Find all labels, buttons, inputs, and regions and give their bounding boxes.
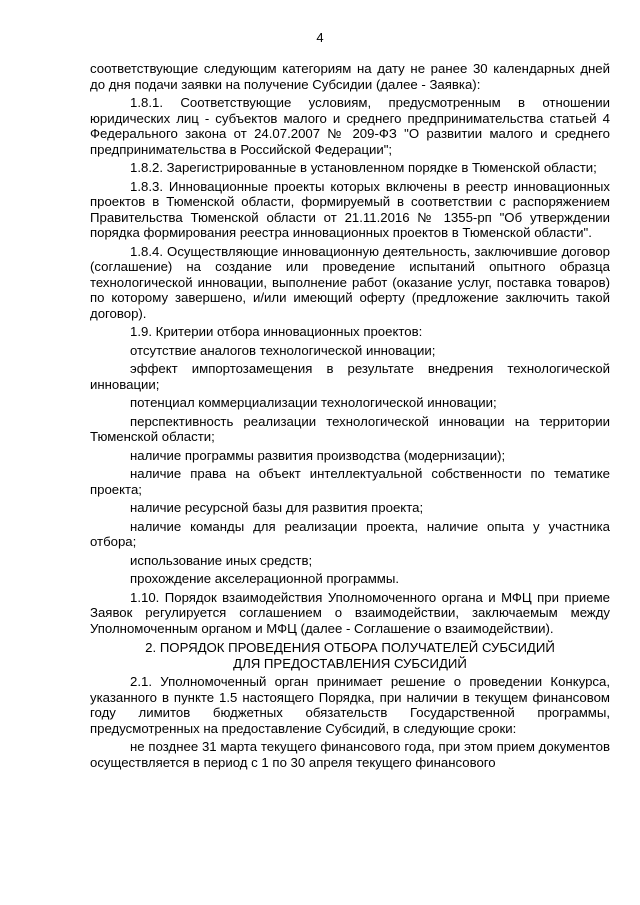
criteria-item: наличие программы развития производства (модернизации); [130, 447, 506, 463]
criteria-item: прохождение акселерационной программы. [130, 571, 399, 586]
paragraph-1-8-4: 1.8.4. Осуществляющие инновационную деятельность, заключившие договор (соглашение) на создание или проведение испытаний опытного образца технологической инновации, выполнение работ (оказание услуг, поставка товаров) по которому завершено, и/или имеющий оферту (предложение заключить такой договор). [90, 243, 610, 321]
criteria-item: наличие права на объект интеллектуальной собственности по тематике проекта; [90, 466, 610, 497]
section-heading-line-2: ДЛЯ ПРЕДОСТАВЛЕНИЯ СУБСИДИЙ [233, 655, 467, 671]
paragraph-1-8-1: 1.8.1. Соответствующие условиям, предусмотренным в отношении юридических лиц - субъектов малого и среднего предпринимательства статьей 4 Федерального закона от 24.07.2007 № 209-ФЗ "О развитии малого и среднего предпринимательства в Российской Федерации"; [90, 95, 610, 157]
paragraph-1-9: 1.9. Критерии отбора инновационных проектов: [130, 324, 423, 339]
criteria-item: потенциал коммерциализации технологической инновации; [130, 395, 497, 410]
paragraph-deadline: не позднее 31 марта текущего финансового года, при этом прием документов осуществляется в период с 1 по 30 апреля текущего финансового [90, 739, 610, 770]
criteria-item: перспективность реализации технологической инновации на территории Тюменской области; [90, 413, 610, 444]
criteria-item: наличие команды для реализации проекта, наличие опыта у участника отбора; [90, 518, 610, 549]
paragraph-1-8-3: 1.8.3. Инновационные проекты которых включены в реестр инновационных проектов в Тюменской области, формируемый в соответствии с распоряжением Правительства Тюменской области от 21.11.2016 № 1355-рп "Об утверждении порядка формирования реестра инновационных проектов в Тюменской области". [90, 178, 610, 240]
page-number: 4 [316, 30, 324, 45]
paragraph-categories-intro: соответствующие следующим категориям на дату не ранее 30 календарных дней до дня подачи заявки на получение Субсидии (далее - Заявка): [90, 61, 610, 92]
criteria-item: эффект импортозамещения в результате внедрения технологической инновации; [90, 361, 610, 392]
criteria-item: отсутствие аналогов технологической инновации; [130, 342, 436, 358]
paragraph-1-10: 1.10. Порядок взаимодействия Уполномоченного органа и МФЦ при приеме Заявок регулируется соглашением о взаимодействии, заключаемым между Уполномоченным органом и МФЦ (далее - Соглашение о взаимодействии). [90, 589, 610, 636]
criteria-item: использование иных средств; [130, 552, 313, 568]
document-body [90, 61, 610, 770]
section-heading [90, 640, 610, 671]
section-heading-line-1: 2. ПОРЯДОК ПРОВЕДЕНИЯ ОТБОРА ПОЛУЧАТЕЛЕЙ СУБСИДИЙ [145, 640, 555, 655]
criteria-item: наличие ресурсной базы для развития проекта; [130, 500, 424, 515]
paragraph-2-1: 2.1. Уполномоченный орган принимает решение о проведении Конкурса, указанного в пункте 1.5 настоящего Порядка, при наличии в текущем финансовом году лимитов бюджетных обязательств Государственной программы, предусмотренных на предоставление Субсидий, в следующие сроки: [90, 674, 610, 736]
paragraph-1-8-2: 1.8.2. Зарегистрированные в установленном порядке в Тюменской области; [130, 160, 597, 175]
